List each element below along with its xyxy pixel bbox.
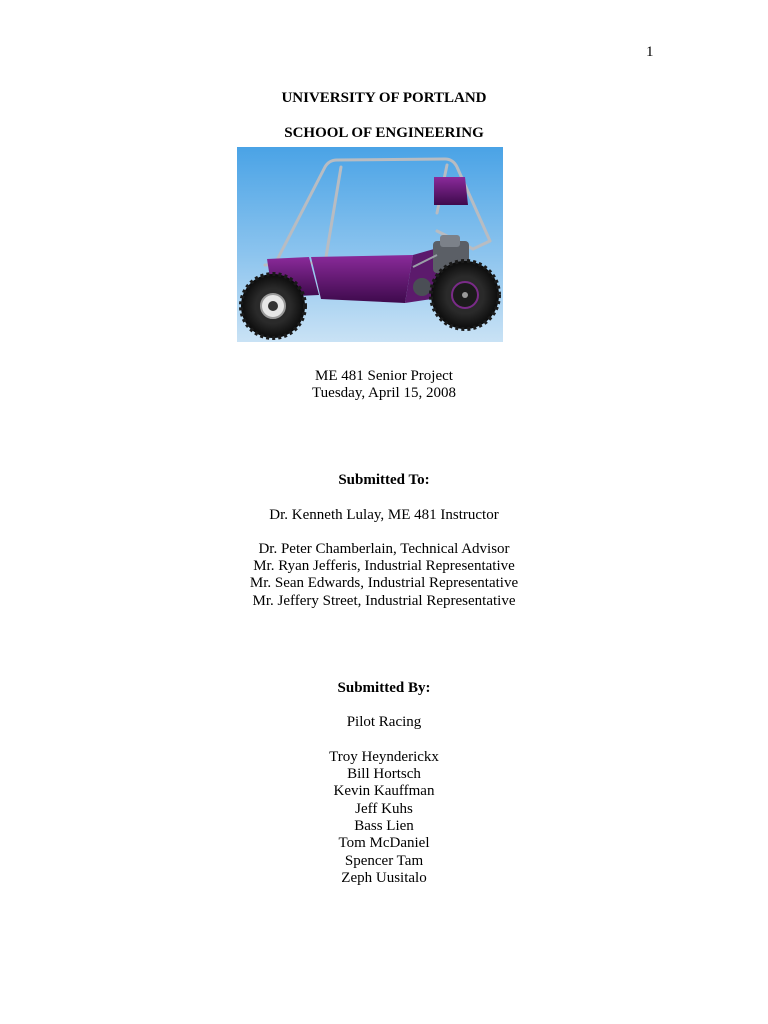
advisor-line: Dr. Peter Chamberlain, Technical Advisor: [258, 541, 510, 557]
team-member: Zeph Uusitalo: [341, 870, 427, 886]
team-member: Kevin Kauffman: [333, 783, 435, 799]
instructor-line: Dr. Kenneth Lulay, ME 481 Instructor: [269, 507, 499, 523]
team-member: Tom McDaniel: [338, 835, 430, 851]
team-member: Bass Lien: [354, 818, 414, 834]
submission-date: Tuesday, April 15, 2008: [312, 385, 456, 401]
advisor-line: Mr. Sean Edwards, Industrial Representative: [249, 575, 519, 591]
submitted-to-heading: Submitted To:: [338, 472, 430, 488]
team-member: Bill Hortsch: [347, 766, 421, 782]
team-member: Jeff Kuhs: [355, 801, 413, 817]
course-name: ME 481 Senior Project: [315, 368, 453, 384]
team-name: Pilot Racing: [346, 714, 422, 730]
submitted-by-heading: Submitted By:: [337, 680, 431, 696]
team-member: Troy Heynderickx: [329, 749, 439, 765]
school-title: SCHOOL OF ENGINEERING: [284, 125, 484, 141]
university-title: UNIVERSITY OF PORTLAND: [281, 90, 487, 106]
dune-buggy-render-image: [237, 147, 503, 342]
team-member: Spencer Tam: [344, 853, 424, 869]
page-number: 1: [646, 44, 654, 60]
advisor-line: Mr. Jeffery Street, Industrial Representative: [252, 593, 516, 609]
advisor-line: Mr. Ryan Jefferis, Industrial Representative: [253, 558, 515, 574]
